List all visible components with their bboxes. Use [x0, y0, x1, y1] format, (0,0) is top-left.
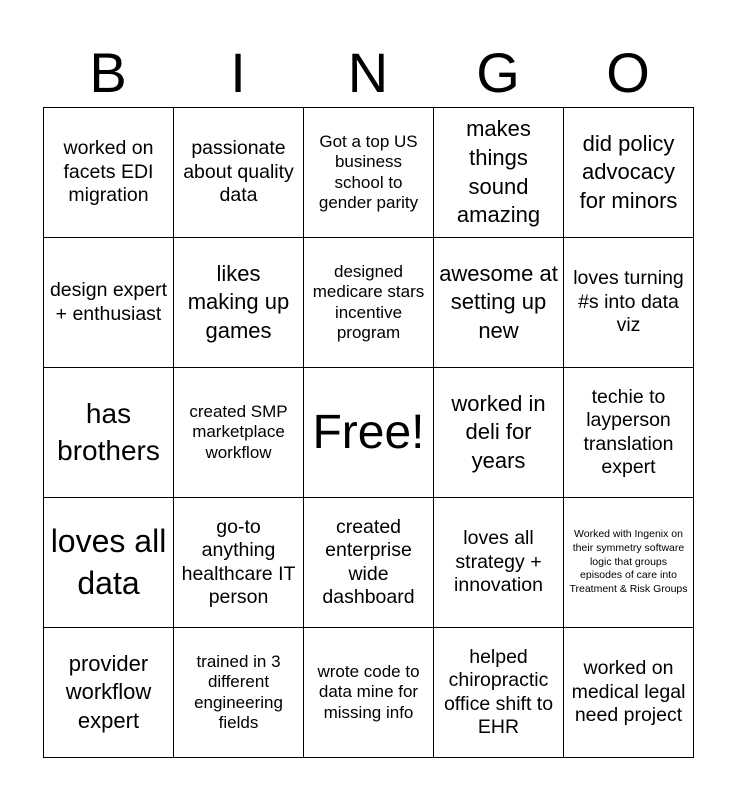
bingo-cell[interactable]: makes things sound amazing — [434, 108, 564, 238]
header-letter-b: B — [89, 41, 127, 104]
header-letter-n: N — [347, 41, 389, 104]
bingo-cell[interactable]: go-to anything healthcare IT person — [174, 498, 304, 628]
bingo-board — [43, 107, 694, 758]
bingo-cell[interactable]: Got a top US business school to gender parity — [304, 108, 434, 238]
bingo-cell[interactable]: passionate about quality data — [174, 108, 304, 238]
bingo-cell[interactable]: helped chiropractic office shift to EHR — [434, 628, 564, 758]
bingo-cell[interactable]: trained in 3 different engineering fields — [174, 628, 304, 758]
bingo-cell[interactable]: techie to layperson translation expert — [564, 368, 694, 498]
header-letter-o: O — [606, 41, 650, 104]
bingo-cell[interactable]: did policy advocacy for minors — [564, 108, 694, 238]
bingo-cell[interactable]: worked on medical legal need project — [564, 628, 694, 758]
bingo-cell[interactable]: loves turning #s into data viz — [564, 238, 694, 368]
bingo-cell[interactable]: Worked with Ingenix on their symmetry software logic that groups episodes of care into Treatment & Risk Groups — [564, 498, 694, 628]
bingo-cell[interactable]: awesome at setting up new — [434, 238, 564, 368]
bingo-cell[interactable]: worked on facets EDI migration — [44, 108, 174, 238]
bingo-cell[interactable]: designed medicare stars incentive program — [304, 238, 434, 368]
bingo-cell[interactable]: worked in deli for years — [434, 368, 564, 498]
bingo-cell[interactable]: created SMP marketplace workflow — [174, 368, 304, 498]
bingo-cell[interactable]: wrote code to data mine for missing info — [304, 628, 434, 758]
bingo-cell[interactable]: loves all data — [44, 498, 174, 628]
bingo-cell[interactable]: design expert + enthusiast — [44, 238, 174, 368]
bingo-cell[interactable]: provider workflow expert — [44, 628, 174, 758]
bingo-cell[interactable]: has brothers — [44, 368, 174, 498]
free-space[interactable]: Free! — [304, 368, 434, 498]
bingo-cell[interactable]: loves all strategy + innovation — [434, 498, 564, 628]
bingo-header — [43, 38, 693, 108]
header-letter-i: I — [230, 41, 246, 104]
bingo-cell[interactable]: created enterprise wide dashboard — [304, 498, 434, 628]
bingo-cell[interactable]: likes making up games — [174, 238, 304, 368]
header-letter-g: G — [476, 41, 520, 104]
